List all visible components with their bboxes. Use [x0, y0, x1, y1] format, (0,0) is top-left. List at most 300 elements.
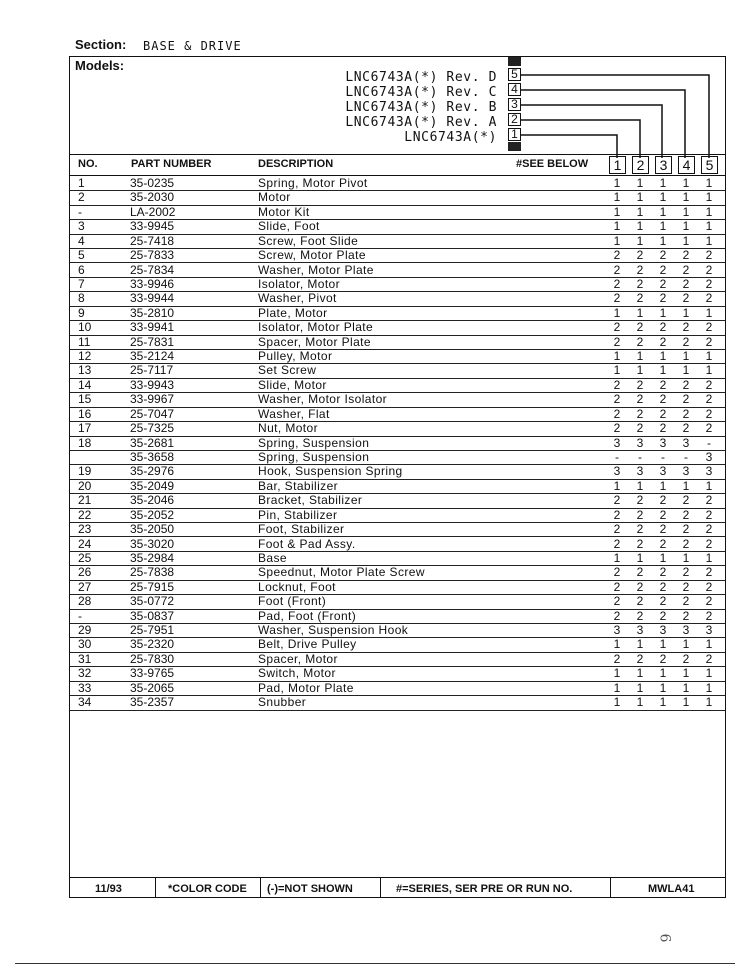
row-number: 34	[78, 695, 92, 710]
quantity-cell: 2	[613, 565, 621, 580]
table-row	[70, 191, 725, 205]
quantity-cell: 2	[705, 522, 713, 537]
quantity-cell: 2	[705, 651, 713, 666]
row-number: 8	[78, 291, 85, 306]
part-description: Speednut, Motor Plate Screw	[258, 565, 425, 580]
quantity-cell: 2	[636, 507, 644, 522]
quantity-cell: 3	[705, 449, 713, 464]
model-line: LNC6743A(*)	[404, 130, 497, 145]
quantity-cell: 2	[613, 377, 621, 392]
footer-date: 11/93	[95, 883, 122, 895]
part-description: Spacer, Motor Plate	[258, 334, 371, 349]
footer-divider	[380, 877, 381, 898]
table-row	[70, 465, 725, 479]
quantity-cell: 1	[659, 680, 667, 695]
part-number: 35-2320	[130, 637, 175, 652]
column-box: 1	[609, 156, 626, 174]
quantity-cell: 2	[659, 507, 667, 522]
models-label: Models:	[75, 58, 125, 73]
part-number: 35-2357	[130, 695, 175, 710]
part-description: Washer, Motor Plate	[258, 262, 374, 277]
part-description: Belt, Drive Pulley	[258, 637, 357, 652]
quantity-cell: 3	[613, 464, 621, 479]
part-description: Isolator, Motor	[258, 276, 341, 291]
part-description: Screw, Foot Slide	[258, 233, 359, 248]
part-number: 33-9945	[130, 219, 175, 234]
quantity-cell: 1	[613, 204, 621, 219]
quantity-cell: 1	[659, 666, 667, 681]
quantity-cell: 2	[636, 291, 644, 306]
part-description: Foot (Front)	[258, 594, 327, 609]
quantity-cell: 2	[659, 291, 667, 306]
row-number: 25	[78, 550, 92, 565]
quantity-cell: 1	[636, 478, 644, 493]
part-description: Slide, Motor	[258, 377, 327, 392]
part-number: 33-9946	[130, 276, 175, 291]
table-row	[70, 624, 725, 638]
quantity-cell: 1	[636, 349, 644, 364]
table-row	[70, 437, 725, 451]
row-number: 21	[78, 493, 92, 508]
column-box: 2	[632, 156, 649, 174]
part-number: 25-7915	[130, 579, 175, 594]
quantity-cell: 2	[682, 291, 690, 306]
quantity-cell: 3	[636, 464, 644, 479]
row-number: 33	[78, 680, 92, 695]
quantity-cell: 1	[636, 219, 644, 234]
quantity-cell: 2	[705, 536, 713, 551]
quantity-cell: 2	[705, 248, 713, 263]
quantity-cell: -	[615, 449, 619, 464]
quantity-cell: 1	[636, 550, 644, 565]
quantity-cell: 1	[659, 305, 667, 320]
row-number: 5	[78, 248, 85, 263]
quantity-cell: 1	[636, 204, 644, 219]
quantity-cell: 2	[682, 594, 690, 609]
table-row	[70, 321, 725, 335]
quantity-cell: 2	[636, 421, 644, 436]
quantity-cell: 1	[705, 478, 713, 493]
quantity-cell: 1	[659, 190, 667, 205]
quantity-cell: 2	[705, 392, 713, 407]
row-number: 14	[78, 377, 92, 392]
quantity-cell: 2	[659, 406, 667, 421]
quantity-cell: 1	[613, 363, 621, 378]
quantity-cell: 1	[682, 478, 690, 493]
quantity-cell: 2	[613, 334, 621, 349]
quantity-cell: 2	[705, 421, 713, 436]
quantity-cell: 2	[636, 248, 644, 263]
part-description: Spring, Motor Pivot	[258, 176, 368, 190]
quantity-cell: 2	[659, 493, 667, 508]
quantity-cell: 2	[705, 565, 713, 580]
quantity-cell: 2	[682, 320, 690, 335]
quantity-cell: 3	[613, 435, 621, 450]
quantity-cell: 1	[636, 695, 644, 710]
row-number: 1	[78, 176, 85, 190]
quantity-cell: 1	[682, 190, 690, 205]
row-number: 3	[78, 219, 85, 234]
quantity-cell: 2	[659, 334, 667, 349]
row-number: 12	[78, 349, 92, 364]
part-description: Washer, Flat	[258, 406, 330, 421]
quantity-cell: 2	[682, 421, 690, 436]
quantity-cell: 1	[613, 219, 621, 234]
quantity-cell: 1	[705, 219, 713, 234]
table-row	[70, 538, 725, 552]
part-description: Motor	[258, 190, 291, 205]
part-description: Nut, Motor	[258, 421, 319, 436]
part-description: Washer, Motor Isolator	[258, 392, 388, 407]
part-description: Bracket, Stabilizer	[258, 493, 363, 508]
footer-divider	[610, 877, 611, 898]
quantity-cell: 2	[613, 522, 621, 537]
row-number: 31	[78, 651, 92, 666]
rev-box: 1	[508, 128, 521, 141]
table-row	[70, 408, 725, 422]
quantity-cell: 2	[705, 334, 713, 349]
quantity-cell: 1	[613, 305, 621, 320]
row-number: 30	[78, 637, 92, 652]
quantity-cell: 1	[613, 233, 621, 248]
table-row	[70, 653, 725, 667]
part-description: Isolator, Motor Plate	[258, 320, 374, 335]
quantity-cell: 2	[636, 406, 644, 421]
part-description: Hook, Suspension Spring	[258, 464, 403, 479]
footer-color-code: *COLOR CODE	[168, 883, 247, 895]
row-number: 4	[78, 233, 85, 248]
quantity-cell: 1	[636, 305, 644, 320]
quantity-cell: 3	[682, 623, 690, 638]
quantity-cell: 2	[682, 377, 690, 392]
part-description: Foot & Pad Assy.	[258, 536, 356, 551]
footer-doc-code: MWLA41	[648, 883, 695, 895]
quantity-cell: 2	[682, 493, 690, 508]
header-no: NO.	[78, 158, 98, 170]
quantity-cell: 1	[682, 666, 690, 681]
quantity-cell: 2	[636, 276, 644, 291]
part-description: Snubber	[258, 695, 307, 710]
table-row	[70, 177, 725, 191]
model-line: LNC6743A(*) Rev. A	[345, 115, 497, 130]
quantity-cell: 2	[682, 262, 690, 277]
rev-box: 5	[508, 68, 521, 81]
quantity-cell: 1	[682, 680, 690, 695]
quantity-cell: 3	[682, 464, 690, 479]
row-number: 26	[78, 565, 92, 580]
row-number: 17	[78, 421, 92, 436]
quantity-cell: 1	[636, 176, 644, 190]
quantity-cell: 1	[613, 680, 621, 695]
header-see-below: #SEE BELOW	[516, 158, 589, 170]
quantity-cell: 1	[659, 550, 667, 565]
table-row	[70, 292, 725, 306]
part-number: 25-7951	[130, 623, 175, 638]
model-line: LNC6743A(*) Rev. C	[345, 85, 497, 100]
quantity-cell: 2	[682, 579, 690, 594]
quantity-cell: 3	[659, 623, 667, 638]
quantity-cell: 2	[659, 320, 667, 335]
quantity-cell: 1	[659, 176, 667, 190]
part-number: 35-2984	[130, 550, 175, 565]
header-rule	[69, 154, 726, 155]
part-number: 25-7117	[130, 363, 174, 378]
quantity-cell: 1	[705, 190, 713, 205]
row-number: 11	[78, 334, 91, 349]
quantity-cell: 2	[636, 522, 644, 537]
footer-top-rule	[69, 877, 726, 878]
table-row	[70, 350, 725, 364]
quantity-cell: 2	[705, 291, 713, 306]
part-number: 35-2050	[130, 522, 175, 537]
quantity-cell: 2	[705, 262, 713, 277]
table-row	[70, 480, 725, 494]
part-description: Washer, Pivot	[258, 291, 337, 306]
table-row	[70, 249, 725, 263]
table-row	[70, 206, 725, 220]
table-row	[70, 364, 725, 378]
quantity-cell: 1	[613, 695, 621, 710]
rev-box: 4	[508, 83, 521, 96]
row-number: 27	[78, 579, 92, 594]
footer-divider	[260, 877, 261, 898]
table-row	[70, 393, 725, 407]
quantity-cell: 2	[613, 262, 621, 277]
quantity-cell: 1	[636, 637, 644, 652]
quantity-cell: 2	[705, 406, 713, 421]
part-number: 35-2030	[130, 190, 175, 205]
quantity-cell: 1	[682, 176, 690, 190]
quantity-cell: 1	[705, 204, 713, 219]
part-number: 35-2810	[130, 305, 175, 320]
quantity-cell: 2	[613, 392, 621, 407]
quantity-cell: 2	[613, 421, 621, 436]
part-number: 33-9941	[130, 320, 175, 335]
part-description: Set Screw	[258, 363, 317, 378]
table-row	[70, 451, 725, 465]
part-number: 25-7838	[130, 565, 175, 580]
section-label: Section:	[75, 37, 127, 52]
quantity-cell: 2	[613, 320, 621, 335]
part-number: 35-2046	[130, 493, 175, 508]
quantity-cell: 2	[659, 594, 667, 609]
model-line: LNC6743A(*) Rev. D	[345, 70, 497, 85]
table-row	[70, 264, 725, 278]
table-row	[70, 595, 725, 609]
quantity-cell: 1	[705, 550, 713, 565]
part-description: Pulley, Motor	[258, 349, 333, 364]
part-description: Pad, Foot (Front)	[258, 608, 357, 623]
quantity-cell: 1	[659, 349, 667, 364]
table-row	[70, 509, 725, 523]
quantity-cell: 3	[613, 623, 621, 638]
quantity-cell: 1	[636, 190, 644, 205]
table-row	[70, 667, 725, 681]
row-number: 7	[78, 276, 85, 291]
row-number: 28	[78, 594, 92, 609]
part-description: Pad, Motor Plate	[258, 680, 354, 695]
part-description: Motor Kit	[258, 204, 310, 219]
part-number: 33-9944	[130, 291, 175, 306]
table-row	[70, 610, 725, 624]
rev-box: 2	[508, 113, 521, 126]
quantity-cell: 1	[659, 204, 667, 219]
part-number: 35-2976	[130, 464, 175, 479]
table-row	[70, 235, 725, 249]
quantity-cell: 2	[682, 565, 690, 580]
part-description: Plate, Motor	[258, 305, 328, 320]
part-description: Switch, Motor	[258, 666, 336, 681]
part-number: 25-7047	[130, 406, 175, 421]
page-mark: 6	[656, 933, 673, 943]
header-part-number: PART NUMBER	[131, 158, 212, 170]
quantity-cell: 1	[705, 349, 713, 364]
quantity-cell: 1	[705, 695, 713, 710]
part-number: 35-0235	[130, 176, 175, 190]
row-number: 20	[78, 478, 92, 493]
quantity-cell: 1	[613, 637, 621, 652]
quantity-cell: 2	[682, 507, 690, 522]
row-number: 18	[78, 435, 92, 450]
quantity-cell: 2	[659, 248, 667, 263]
quantity-cell: 2	[613, 291, 621, 306]
table-row	[70, 307, 725, 321]
quantity-cell: 2	[659, 579, 667, 594]
quantity-cell: 1	[659, 637, 667, 652]
table-row	[70, 278, 725, 292]
quantity-cell: 2	[682, 334, 690, 349]
quantity-cell: -	[707, 435, 711, 450]
part-number: 25-7325	[130, 421, 175, 436]
part-description: Bar, Stabilizer	[258, 478, 339, 493]
quantity-cell: 2	[659, 377, 667, 392]
quantity-cell: 2	[705, 493, 713, 508]
quantity-cell: -	[638, 449, 642, 464]
quantity-cell: 1	[705, 666, 713, 681]
quantity-cell: 1	[682, 550, 690, 565]
part-description: Spring, Suspension	[258, 449, 370, 464]
table-row	[70, 638, 725, 652]
table-row	[70, 379, 725, 393]
quantity-cell: 1	[705, 637, 713, 652]
row-number: 29	[78, 623, 92, 638]
quantity-cell: 2	[682, 651, 690, 666]
part-number: 33-9943	[130, 377, 175, 392]
part-number: 35-2049	[130, 478, 175, 493]
part-number: 35-2065	[130, 680, 175, 695]
page-bottom-rule	[15, 963, 735, 964]
quantity-cell: 1	[659, 219, 667, 234]
row-number: 19	[78, 464, 92, 479]
part-description: Pin, Stabilizer	[258, 507, 338, 522]
part-number: LA-2002	[130, 204, 176, 219]
quantity-cell: 2	[636, 392, 644, 407]
quantity-cell: 2	[613, 276, 621, 291]
quantity-cell: 2	[636, 377, 644, 392]
quantity-cell: 1	[682, 219, 690, 234]
row-number: 24	[78, 536, 92, 551]
quantity-cell: 1	[682, 695, 690, 710]
part-number: 35-2052	[130, 507, 175, 522]
quantity-cell: 1	[682, 204, 690, 219]
quantity-cell: 1	[682, 363, 690, 378]
quantity-cell: 2	[659, 262, 667, 277]
part-description: Spacer, Motor	[258, 651, 338, 666]
part-number: 35-0772	[130, 594, 175, 609]
row-number: 23	[78, 522, 92, 537]
quantity-cell: 2	[613, 579, 621, 594]
table-row	[70, 422, 725, 436]
row-number: 15	[78, 392, 92, 407]
footer-divider	[155, 877, 156, 898]
quantity-cell: 2	[613, 507, 621, 522]
rev-box: 3	[508, 98, 521, 111]
footer-not-shown: (-)=NOT SHOWN	[267, 883, 353, 895]
quantity-cell: 2	[636, 579, 644, 594]
quantity-cell: 1	[613, 478, 621, 493]
row-number: 6	[78, 262, 85, 277]
part-description: Slide, Foot	[258, 219, 320, 234]
quantity-cell: 2	[659, 522, 667, 537]
quantity-cell: 2	[682, 392, 690, 407]
quantity-cell: 2	[705, 608, 713, 623]
row-number: 2	[78, 190, 85, 205]
row-number: 32	[78, 666, 92, 681]
quantity-cell: 2	[682, 608, 690, 623]
quantity-cell: 2	[613, 651, 621, 666]
part-number: 25-7831	[130, 334, 175, 349]
header-description: DESCRIPTION	[258, 158, 334, 170]
quantity-cell: 2	[705, 579, 713, 594]
quantity-cell: 1	[705, 233, 713, 248]
part-description: Base	[258, 550, 287, 565]
quantity-cell: 1	[659, 478, 667, 493]
part-description: Locknut, Foot	[258, 579, 336, 594]
quantity-cell: 2	[636, 594, 644, 609]
quantity-cell: 2	[682, 536, 690, 551]
quantity-cell: 3	[659, 435, 667, 450]
quantity-cell: 2	[636, 320, 644, 335]
quantity-cell: 1	[636, 233, 644, 248]
quantity-cell: 2	[659, 421, 667, 436]
part-description: Foot, Stabilizer	[258, 522, 345, 537]
quantity-cell: 2	[682, 248, 690, 263]
quantity-cell: -	[661, 449, 665, 464]
part-description: Washer, Suspension Hook	[258, 623, 409, 638]
quantity-cell: 3	[659, 464, 667, 479]
part-number: 25-7833	[130, 248, 175, 263]
table-row	[70, 566, 725, 580]
quantity-cell: 1	[613, 176, 621, 190]
table-row	[70, 552, 725, 566]
quantity-cell: 2	[659, 276, 667, 291]
part-description: Screw, Motor Plate	[258, 248, 366, 263]
quantity-cell: 1	[613, 349, 621, 364]
part-description: Spring, Suspension	[258, 435, 370, 450]
quantity-cell: 2	[613, 406, 621, 421]
quantity-cell: 2	[613, 594, 621, 609]
quantity-cell: 1	[659, 695, 667, 710]
quantity-cell: 1	[636, 680, 644, 695]
quantity-cell: 2	[659, 608, 667, 623]
quantity-cell: 2	[636, 608, 644, 623]
row-number: 13	[78, 363, 92, 378]
column-box: 5	[701, 156, 718, 174]
table-row	[70, 523, 725, 537]
quantity-cell: 2	[705, 507, 713, 522]
quantity-cell: 1	[705, 680, 713, 695]
quantity-cell: 2	[613, 493, 621, 508]
